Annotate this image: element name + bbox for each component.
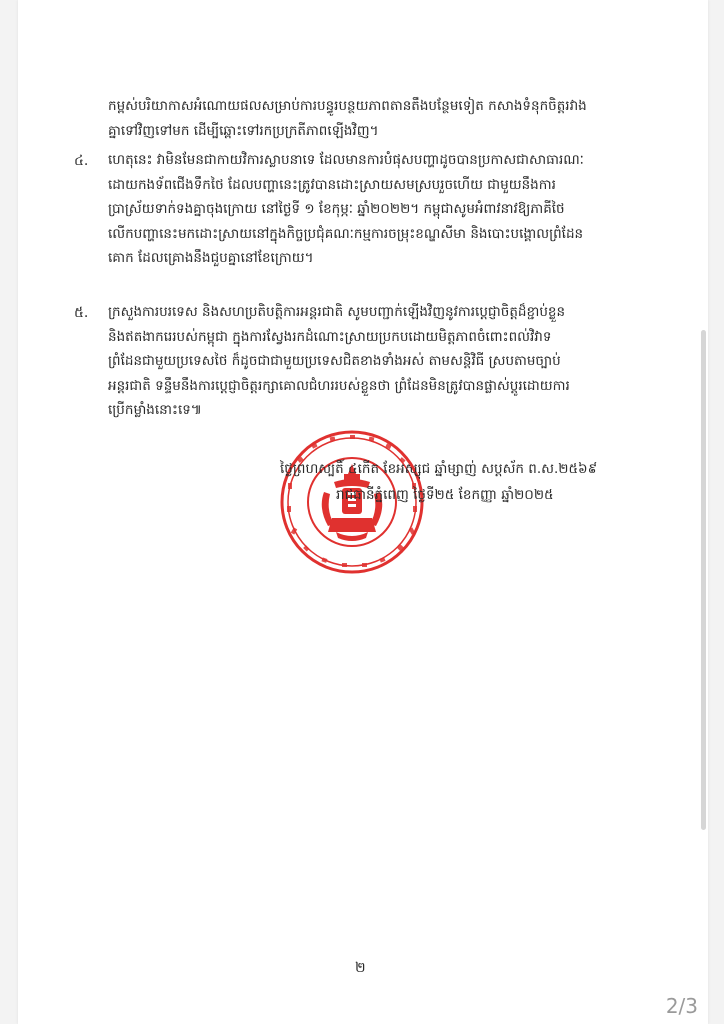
item-4-paragraph (108, 148, 693, 271)
paragraph-line: ប្រាស្រ័យទាក់ទងគ្នាចុងក្រោយ នៅថ្ងៃទី ១ ខែកុម្ភៈ ឆ្នាំ២០២២។ កម្ពុជាសូមអំពាវនាវឱ្យភាគីថៃ (108, 201, 565, 217)
paragraph-line: ព្រំដែនជាមួយប្រទេសថៃ ក៏ដូចជាជាមួយប្រទេសជិតខាងទាំងអស់ តាមសន្តិវិធី ស្របតាមច្បាប់ (108, 353, 561, 369)
item-5-number: ៥. (74, 305, 89, 321)
page-indicator: 2/3 (665, 994, 698, 1018)
paragraph-line: លើកបញ្ហានេះមកដោះស្រាយនៅក្នុងកិច្ចប្រជុំគណៈកម្មការចម្រុះខណ្ឌសីមា និងបោះបង្គោលព្រំដែន (108, 225, 584, 242)
paragraph-line: គោក ដែលគ្រោងនឹងជួបគ្នានៅខែក្រោយ។ (108, 250, 314, 266)
paragraph-line: អន្តរជាតិ ទន្ទឹមនឹងការប្តេជ្ញាចិត្តរក្សាគោលជំហររបស់ខ្លួនថា ព្រំដែនមិនត្រូវបានផ្លាស់ប្តូរដោយការ (108, 377, 570, 394)
page-number: ២ (355, 960, 366, 976)
continuation-paragraph (108, 94, 693, 143)
vertical-scrollbar[interactable] (701, 330, 706, 830)
paragraph-line: ហេតុនេះ វាមិនមែនជាកាយវិការស្លាបនាទេ ដែលមានការបំផុសបញ្ហាដូចបានប្រកាសជាសាធារណៈ (108, 152, 584, 168)
paragraph-line: ប្រើកម្លាំងនោះទេ៕ (108, 402, 202, 418)
paragraph-line: ក្រសួងការបរទេស និងសហប្រតិបត្តិការអន្តរជាតិ សូមបញ្ជាក់ឡើងវិញនូវការប្តេជ្ញាចិត្តដ៏ខ្ជាប់ខ្លួន (108, 304, 566, 320)
paragraph-line: គ្នាទៅវិញទៅមក ដើម្បីឆ្ពោះទៅរកប្រក្រតីភាពឡើងវិញ។ (108, 122, 379, 139)
item-5-paragraph (108, 300, 693, 423)
paragraph-line: និងឥតងាករេរបស់កម្ពុជា ក្នុងការស្វែងរកដំណោះស្រាយប្រកបដោយមិត្តភាពចំពោះពល់វិវាទ (108, 328, 552, 345)
lunar-date: ថ្ងៃព្រហស្បតិ៍ ៤កើត ខែអស្សុជ ឆ្នាំម្សាញ់ សប្តស័ក ព.ស.២៥៦៩ (280, 461, 598, 477)
paragraph-line: ដោយកងទ័ពជើងទឹកថៃ ដែលបញ្ហានេះត្រូវបានដោះស្រាយសមស្របរួចហើយ ជាមួយនឹងការ (108, 176, 556, 193)
paragraph-line: កម្ពស់បរិយាកាសអំណោយផលសម្រាប់ការបន្ធូរបន្ថយភាពតានតឹងបន្ថែមទៀត កសាងទំនុកចិត្តរវាង (108, 98, 587, 114)
document-page (18, 0, 708, 1024)
place-and-date: រាជធានីភ្នំពេញ ថ្ងៃទី២៥ ខែកញ្ញា ឆ្នាំ២០២៥ (336, 487, 554, 503)
item-4-number: ៤. (74, 153, 89, 169)
